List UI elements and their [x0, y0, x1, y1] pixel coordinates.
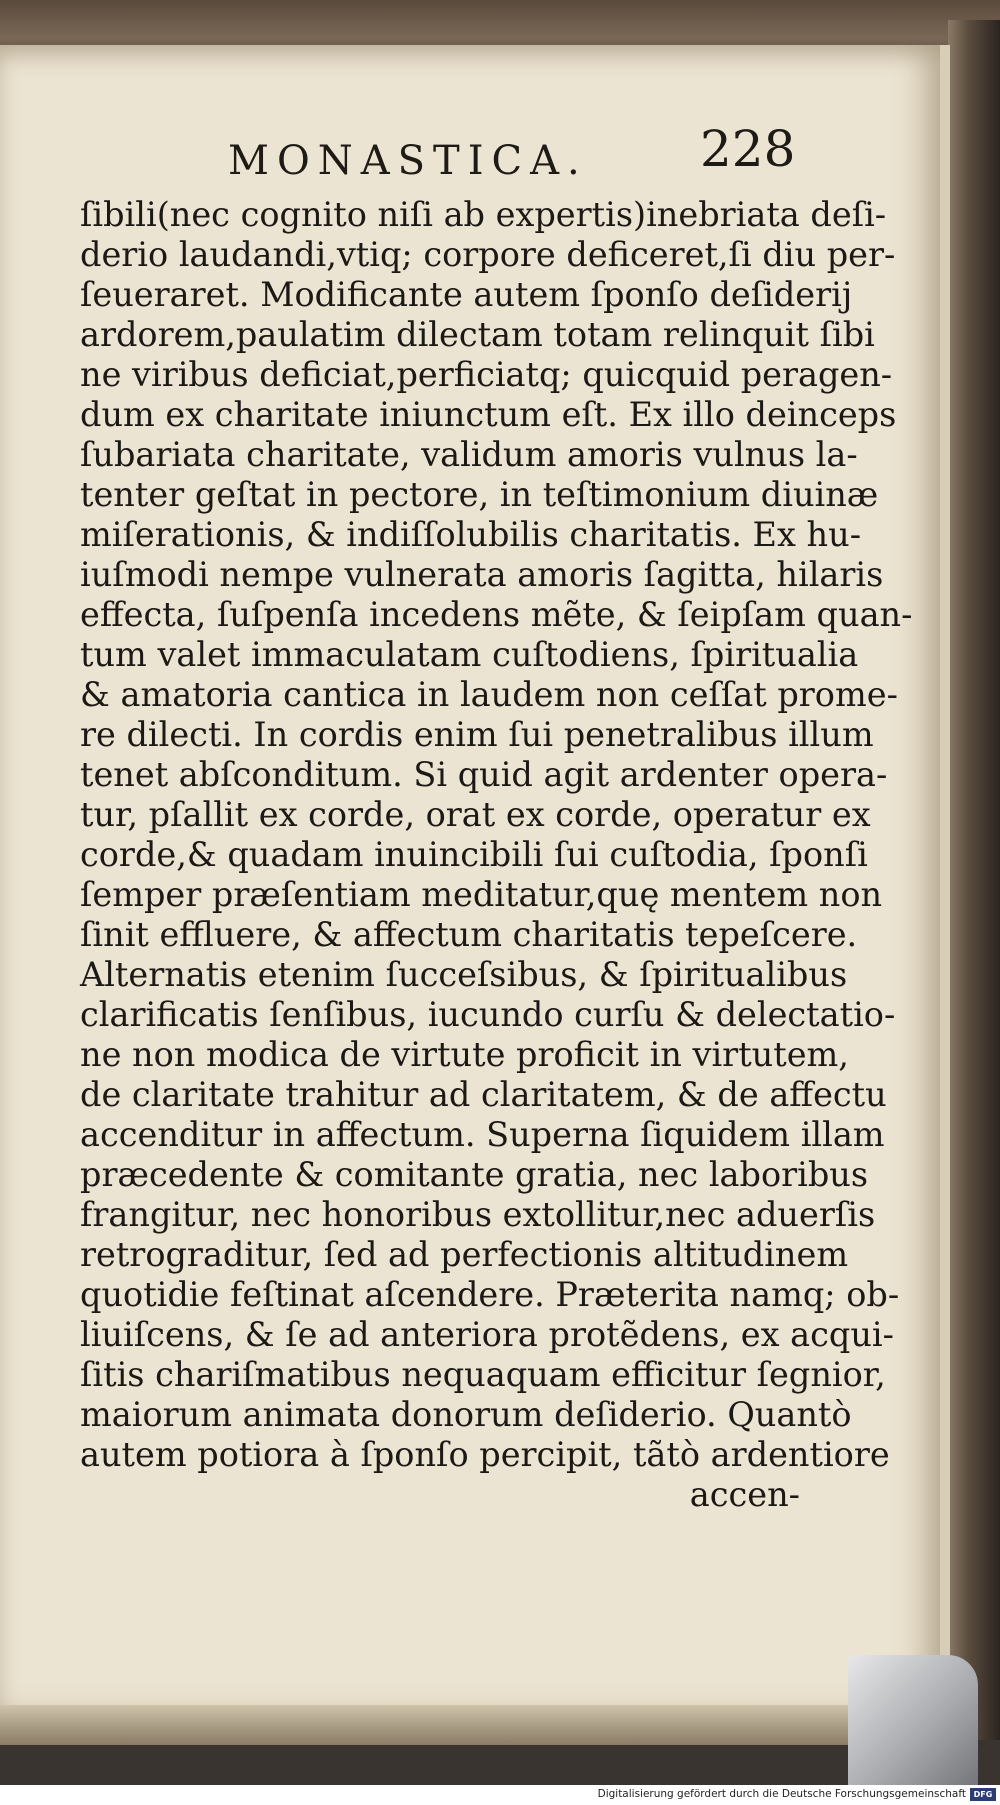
text-line: ſinit effluere, & affectum charitatis tepeſcere. — [80, 915, 858, 954]
text-line: præcedente & comitante gratia, nec laboribus — [80, 1155, 869, 1194]
text-line: quotidie feſtinat aſcendere. Præterita namq; ob- — [80, 1275, 900, 1314]
text-line: effecta, ſuſpenſa incedens mẽte, & ſeipſam quan- — [80, 595, 913, 634]
text-line: ſibili(nec cognito niſi ab expertis)inebriata deſi- — [80, 195, 887, 234]
page-header — [0, 120, 940, 190]
text-line: ſitis chariſmatibus nequaquam efficitur ſegnior, — [80, 1355, 886, 1394]
text-line: maiorum animata donorum deſiderio. Quantò — [80, 1395, 852, 1434]
text-line: derio laudandi,vtiq; corpore deficeret,ſi diu per- — [80, 235, 896, 274]
running-head: MONASTICA. — [228, 138, 588, 184]
text-line: dum ex charitate iniunctum eſt. Ex illo deinceps — [80, 395, 897, 434]
text-line: re dilecti. In cordis enim ſui penetralibus illum — [80, 715, 874, 754]
text-line: accen- — [689, 1475, 800, 1514]
text-line: ſubariata charitate, validum amoris vulnus la- — [80, 435, 858, 474]
dfg-logo: DFG — [970, 1788, 996, 1801]
text-line: ardorem,paulatim dilectam totam relinquit ſibi — [80, 315, 875, 354]
text-line: de claritate trahitur ad claritatem, & de affectu — [80, 1075, 887, 1114]
text-line: ne viribus deficiat,perficiatq; quicquid peragen- — [80, 355, 893, 394]
text-line: tenter geſtat in pectore, in teſtimonium diuinæ — [80, 475, 879, 514]
text-line: iuſmodi nempe vulnerata amoris ſagitta, hilaris — [80, 555, 884, 594]
text-line: accenditur in affectum. Superna ſiquidem illam — [80, 1115, 885, 1154]
text-line: tur, pſallit ex corde, orat ex corde, operatur ex — [80, 795, 871, 834]
footer-bar — [0, 1785, 1000, 1805]
text-line: tum valet immaculatam cuſtodiens, ſpiritualia — [80, 635, 859, 674]
text-line: frangitur, nec honoribus extollitur,nec aduerſis — [80, 1195, 876, 1234]
book-cover-edge — [948, 20, 1000, 1740]
text-line: retrograditur, ſed ad perfectionis altitudinem — [80, 1235, 849, 1274]
text-line: ſeueraret. Modificante autem ſponſo deſiderij — [80, 275, 853, 314]
text-line: clarificatis ſenſibus, iucundo curſu & delectatio- — [80, 995, 896, 1034]
digitization-credit: Digitalisierung gefördert durch die Deutsche Forschungsgemeinschaft — [597, 1788, 966, 1800]
text-line: miſerationis, & indiſſolubilis charitatis. Ex hu- — [80, 515, 862, 554]
text-line: liuiſcens, & ſe ad anteriora protẽdens, ex acqui- — [80, 1315, 894, 1354]
body-text — [80, 195, 913, 1515]
page-bottom-edge — [0, 1705, 955, 1745]
page-clip — [848, 1655, 978, 1795]
text-line: tenet abſconditum. Si quid agit ardenter opera- — [80, 755, 888, 794]
text-line: ne non modica de virtute proficit in virtutem, — [80, 1035, 849, 1074]
text-line: corde,& quadam inuincibili ſui cuſtodia, ſponſi — [80, 835, 868, 874]
text-line: autem potiora à ſponſo percipit, tãtò ardentiore — [80, 1435, 890, 1474]
text-line: Alternatis etenim ſucceſsibus, & ſpiritualibus — [80, 955, 848, 994]
text-line: & amatoria cantica in laudem non ceſſat prome- — [80, 675, 898, 714]
text-line: ſemper præſentiam meditatur,quę mentem non — [80, 875, 883, 914]
page-number: 228 — [700, 120, 796, 178]
